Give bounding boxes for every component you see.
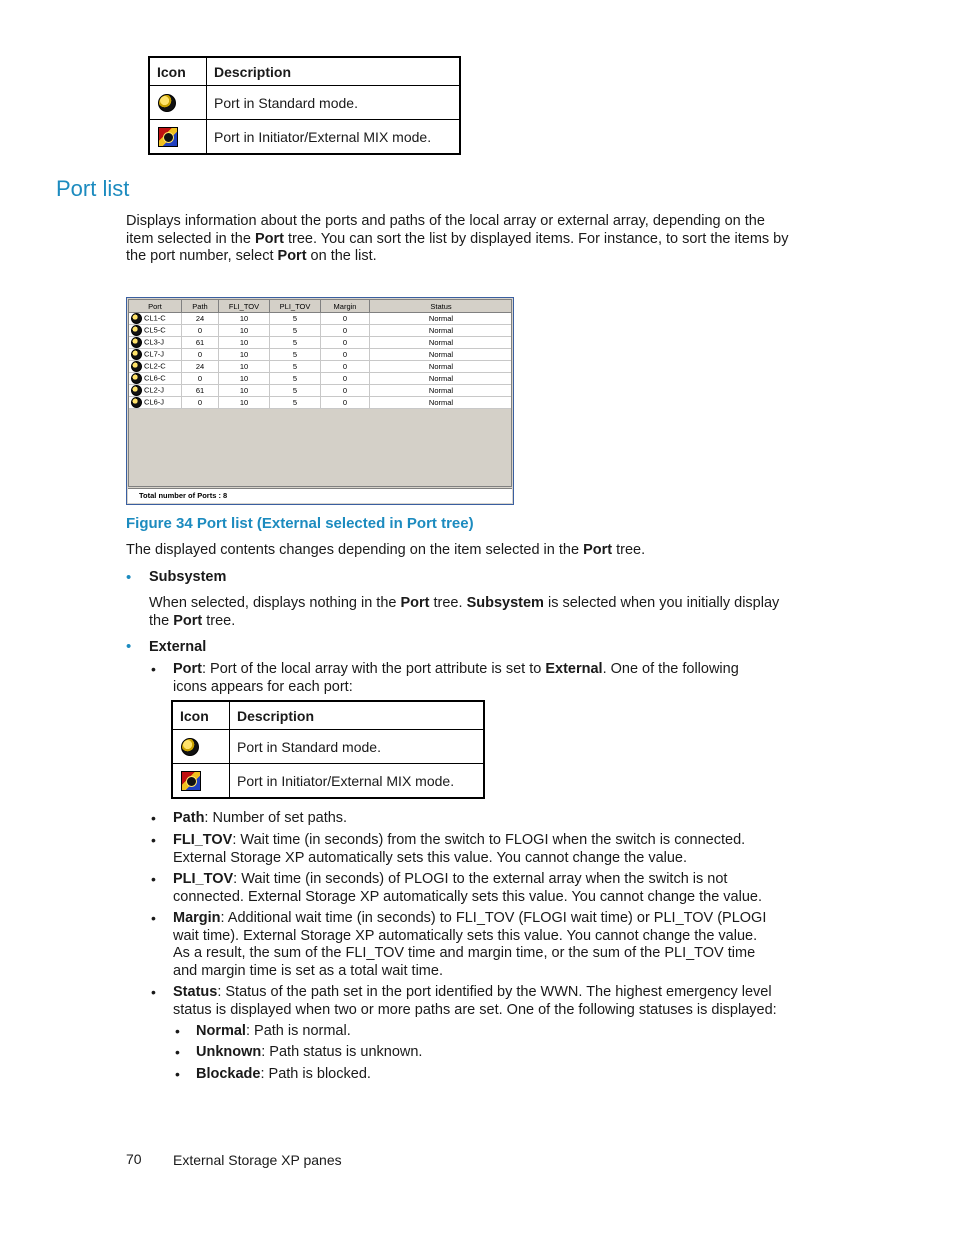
table-cell: 0 <box>321 325 370 337</box>
table-row[interactable] <box>129 373 512 385</box>
column-header-status[interactable]: Status <box>370 300 513 313</box>
table-cell: 5 <box>270 397 321 409</box>
subsystem-description: When selected, displays nothing in the Port tree. Subsystem is selected when you initially display the Port tree. <box>149 595 780 629</box>
table-cell: 0 <box>321 313 370 325</box>
port-list-table <box>129 300 512 409</box>
total-ports-label: Total number of Ports : 8 <box>128 488 512 503</box>
table-cell: Normal <box>370 385 513 397</box>
status-blockade: Blockade: Path is blocked. <box>196 1066 371 1082</box>
table-cell: 10 <box>219 325 270 337</box>
table-cell: 10 <box>219 337 270 349</box>
port-standard-icon <box>181 738 199 756</box>
table-cell: 0 <box>321 385 370 397</box>
port-cell: CL6-C <box>129 373 182 385</box>
table-cell: Normal <box>370 373 513 385</box>
external-title: External <box>149 639 207 655</box>
port-standard-icon <box>131 337 142 348</box>
table-cell: 5 <box>270 373 321 385</box>
port-mix-icon <box>181 771 201 791</box>
port-standard-icon <box>158 94 176 112</box>
table-cell: Normal <box>370 337 513 349</box>
table-cell: 24 <box>182 313 219 325</box>
table-cell: 0 <box>321 361 370 373</box>
bullet: • <box>151 910 156 926</box>
port-description: Port: Port of the local array with the port attribute is set to External. One of the following icons appears for each port: <box>173 661 739 695</box>
icon-column-header: Icon <box>172 701 230 730</box>
bullet: • <box>126 569 132 586</box>
bullet: • <box>175 1066 180 1082</box>
figure-caption: Figure 34 Port list (External selected in Port tree) <box>126 515 474 532</box>
table-cell: 5 <box>270 361 321 373</box>
bullet: • <box>151 871 156 887</box>
table-cell: 5 <box>270 337 321 349</box>
bullet: • <box>151 832 156 848</box>
icon-table-bottom <box>171 700 485 799</box>
port-cell: CL2-J <box>129 385 182 397</box>
table-cell: 0 <box>321 397 370 409</box>
port-cell: CL3-J <box>129 337 182 349</box>
contents-paragraph: The displayed contents changes depending on the item selected in the Port tree. <box>126 542 646 558</box>
table-cell: 0 <box>321 349 370 361</box>
port-cell: CL6-J <box>129 397 182 409</box>
port-standard-icon <box>131 325 142 336</box>
table-cell: 0 <box>182 373 219 385</box>
margin-description: Margin: Additional wait time (in seconds) to FLI_TOV (FLOGI wait time) or PLI_TOV (PLOGI wait time). External Storage XP automatically sets this value. You cannot change the value. As a result, the sum of the FLI_TOV time and margin time, or the sum of the PLI_TOV time and margin time is set as a total wait time. <box>173 910 767 979</box>
port-standard-icon <box>131 397 142 408</box>
icon-description: Port in Initiator/External MIX mode. <box>207 120 461 155</box>
status-description: Status: Status of the path set in the port identified by the WWN. The highest emergency level status is displayed when two or more paths are set. One of the following statuses is displayed: <box>173 984 777 1018</box>
icon-column-header: Icon <box>149 57 207 86</box>
table-cell: Normal <box>370 313 513 325</box>
icon-description: Port in Standard mode. <box>230 730 485 764</box>
intro-line: item selected in the Port tree. You can sort the list by displayed items. For instance, to sort the items by <box>126 230 789 247</box>
table-row[interactable] <box>129 337 512 349</box>
table-cell: 61 <box>182 385 219 397</box>
table-cell: Normal <box>370 361 513 373</box>
page-number: 70 <box>126 1151 142 1167</box>
status-unknown: Unknown: Path status is unknown. <box>196 1044 423 1060</box>
intro-paragraph <box>126 213 826 266</box>
icon-table-top <box>148 56 461 155</box>
status-normal: Normal: Path is normal. <box>196 1023 351 1039</box>
table-row[interactable] <box>129 361 512 373</box>
pli-tov-description: PLI_TOV: Wait time (in seconds) of PLOGI to the external array when the switch is not connected. External Storage XP automatically sets this value. You cannot change the value. <box>173 871 762 905</box>
table-cell: Normal <box>370 349 513 361</box>
column-header-port[interactable]: Port <box>129 300 182 313</box>
bullet: • <box>151 984 156 1000</box>
column-header-fli-tov[interactable]: FLI_TOV <box>219 300 270 313</box>
port-cell: CL2-C <box>129 361 182 373</box>
bullet: • <box>175 1023 180 1039</box>
path-description: Path: Number of set paths. <box>173 810 348 826</box>
intro-line: the port number, select Port on the list. <box>126 248 377 264</box>
table-cell: 10 <box>219 349 270 361</box>
port-mix-icon <box>158 127 178 147</box>
table-row[interactable] <box>129 397 512 409</box>
table-cell: 10 <box>219 397 270 409</box>
port-list-grid-area <box>128 299 512 487</box>
port-cell: CL1-C <box>129 313 182 325</box>
bullet: • <box>126 638 132 655</box>
column-header-pli-tov[interactable]: PLI_TOV <box>270 300 321 313</box>
table-cell: 5 <box>270 385 321 397</box>
table-cell: Normal <box>370 325 513 337</box>
table-cell: 24 <box>182 361 219 373</box>
table-cell: 0 <box>182 397 219 409</box>
bullet: • <box>151 661 156 677</box>
table-cell: 10 <box>219 361 270 373</box>
page-footer-title: External Storage XP panes <box>173 1152 342 1168</box>
port-standard-icon <box>131 385 142 396</box>
table-cell: 10 <box>219 373 270 385</box>
table-cell: Normal <box>370 397 513 409</box>
port-standard-icon <box>131 349 142 360</box>
description-column-header: Description <box>230 701 485 730</box>
table-cell: 0 <box>321 373 370 385</box>
column-header-margin[interactable]: Margin <box>321 300 370 313</box>
table-cell: 61 <box>182 337 219 349</box>
table-cell: 0 <box>321 337 370 349</box>
table-cell: 0 <box>182 349 219 361</box>
section-title: Port list <box>56 176 130 201</box>
description-column-header: Description <box>207 57 461 86</box>
table-cell: 5 <box>270 349 321 361</box>
port-standard-icon <box>131 361 142 372</box>
port-standard-icon <box>131 313 142 324</box>
table-row[interactable] <box>129 313 512 325</box>
bullet: • <box>151 810 156 826</box>
table-cell: 5 <box>270 313 321 325</box>
subsystem-title: Subsystem <box>149 569 227 585</box>
port-cell: CL5-C <box>129 325 182 337</box>
port-standard-icon <box>131 373 142 384</box>
port-list-screenshot <box>126 297 514 505</box>
icon-description: Port in Initiator/External MIX mode. <box>230 764 485 799</box>
column-header-path[interactable]: Path <box>182 300 219 313</box>
table-cell: 0 <box>182 325 219 337</box>
fli-tov-description: FLI_TOV: Wait time (in seconds) from the switch to FLOGI when the switch is connected. External Storage XP automatically sets this value. You cannot change the value. <box>173 832 746 866</box>
bullet: • <box>175 1044 180 1060</box>
intro-line: Displays information about the ports and paths of the local array or external array, depending on the <box>126 213 765 229</box>
table-row[interactable] <box>129 385 512 397</box>
table-row[interactable] <box>129 325 512 337</box>
table-cell: 10 <box>219 385 270 397</box>
table-row[interactable] <box>129 349 512 361</box>
icon-description: Port in Standard mode. <box>207 86 461 120</box>
port-cell: CL7-J <box>129 349 182 361</box>
table-cell: 10 <box>219 313 270 325</box>
table-cell: 5 <box>270 325 321 337</box>
